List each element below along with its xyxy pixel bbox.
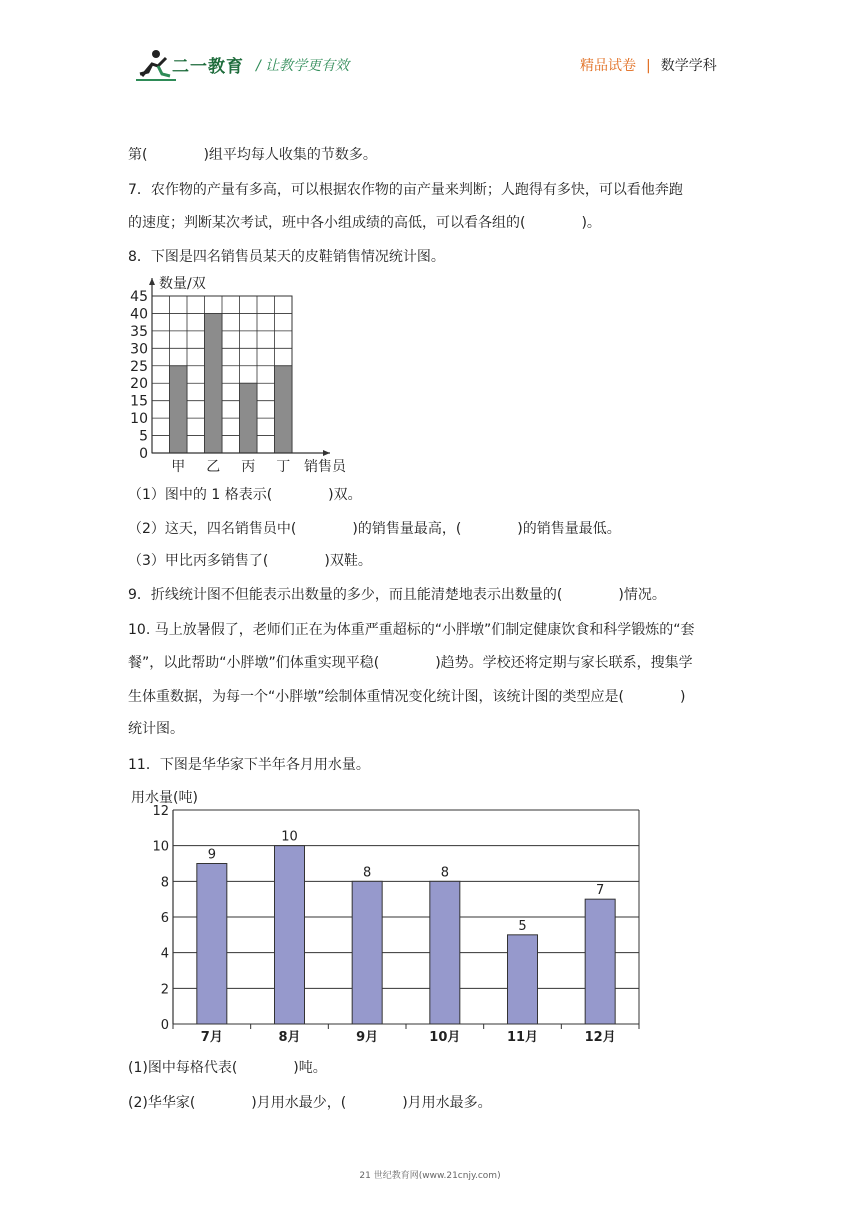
chart2-category-label: 8月: [278, 1030, 301, 1045]
chart1-category-label: 丙: [241, 459, 256, 475]
chart2-bar: [197, 864, 227, 1025]
chart2-category-label: 11月: [506, 1030, 539, 1045]
chart2-category-label: 12月: [584, 1030, 616, 1045]
question-11-title: 11．下图是华华家下半年各月用水量。: [128, 757, 370, 773]
logo-text: 二一教育: [172, 57, 244, 77]
chart2-y-tick-label: 0: [160, 1018, 169, 1033]
header-separator: |: [646, 58, 651, 74]
question-11-part1: (1)图中每格代表( )吨。: [128, 1060, 327, 1076]
chart2-y-tick-label: 8: [160, 875, 169, 891]
question-10-line4: 统计图。: [128, 721, 184, 737]
chart2-y-tick-label: 4: [160, 946, 169, 962]
chart2-data-label: 8: [363, 865, 372, 881]
chart1-y-arrow-icon: [149, 278, 155, 285]
chart2-category-label: 9月: [356, 1030, 379, 1045]
chart2-data-label: 7: [596, 883, 605, 899]
chart2-data-label: 8: [440, 865, 449, 881]
question-10-line2: 餐”，以此帮助“小胖墩”们体重实现平稳( )趋势。学校还将定期与家长联系，搜集学: [128, 655, 693, 671]
question-9: 9．折线统计图不但能表示出数量的多少，而且能清楚地表示出数量的( )情况。: [128, 587, 666, 603]
chart1-x-arrow-icon: [323, 450, 330, 456]
header-subject: 数学学科: [660, 58, 717, 74]
chart1-bar: [275, 366, 293, 453]
chart1-y-tick-label: 35: [130, 323, 148, 340]
question-8-part3: （3）甲比丙多销售了( )双鞋。: [128, 553, 372, 569]
chart2-bar: [430, 881, 460, 1024]
chart-water-usage: [125, 782, 655, 1047]
chart2-y-tick-label: 10: [152, 839, 169, 855]
chart2-bar: [585, 899, 615, 1024]
question-10-line3: 生体重数据，为每一个“小胖墩”绘制体重情况变化统计图，该统计图的类型应是( ): [128, 689, 686, 705]
chart1-category-label: 丁: [276, 459, 291, 475]
chart2-y-tick-label: 12: [152, 804, 169, 819]
chart1-y-tick-label: 40: [130, 306, 148, 323]
text-line: 第( )组平均每人收集的节数多。: [128, 147, 377, 163]
page-header: [0, 0, 860, 100]
chart1-y-tick-label: 15: [130, 393, 148, 410]
chart1-bar: [170, 366, 188, 453]
header-slogan: / 让教学更有效: [256, 58, 350, 74]
chart1-category-label: 甲: [171, 459, 186, 475]
chart-shoe-sales: [120, 268, 370, 478]
chart1-y-tick-label: 30: [130, 341, 148, 358]
chart1-y-tick-label: 45: [130, 289, 148, 305]
chart2-bar: [352, 881, 382, 1024]
header-label: 精品试卷: [580, 58, 636, 74]
question-7-line1: 7．农作物的产量有多高，可以根据农作物的亩产量来判断；人跑得有多快，可以看他奔跑: [128, 182, 683, 198]
question-11-part2: (2)华华家( )月用水最少，( )月用水最多。: [128, 1095, 492, 1111]
chart1-y-tick-label: 5: [139, 428, 148, 445]
question-8-title: 8．下图是四名销售员某天的皮鞋销售情况统计图。: [128, 249, 445, 265]
chart1-category-label: 乙: [206, 459, 221, 475]
chart2-bar: [275, 846, 305, 1024]
question-7-line2: 的速度；判断某次考试，班中各小组成绩的高低，可以看各组的( )。: [128, 215, 601, 231]
chart2-y-axis-label: 用水量(吨): [131, 790, 198, 806]
chart1-bar: [205, 313, 223, 453]
chart1-y-tick-label: 20: [130, 376, 148, 393]
chart2-category-label: 10月: [429, 1030, 461, 1045]
chart2-data-label: 9: [207, 847, 216, 863]
question-8-part1: （1）图中的 1 格表示( )双。: [128, 487, 362, 503]
chart2-bar: [508, 935, 538, 1024]
chart2-data-label: 5: [518, 918, 527, 934]
chart1-y-axis-label: 数量/双: [159, 276, 206, 292]
question-8-part2: （2）这天，四名销售员中( )的销售量最高，( )的销售量最低。: [128, 521, 621, 537]
page-footer: 21 世纪教育网(www.21cnjy.com): [359, 1171, 501, 1181]
chart2-y-tick-label: 2: [160, 982, 169, 998]
chart1-y-tick-label: 25: [130, 358, 148, 375]
chart2-data-label: 10: [281, 829, 298, 845]
chart1-x-axis-label: 销售员: [304, 459, 346, 475]
question-10-line1: 10. 马上放暑假了，老师们正在为体重严重超标的“小胖墩”们制定健康饮食和科学锻炼的“套: [128, 622, 695, 638]
chart2-category-label: 7月: [200, 1030, 223, 1045]
chart1-y-tick-label: 0: [139, 446, 148, 462]
chart1-bar: [240, 383, 258, 453]
chart2-y-tick-label: 6: [160, 911, 169, 926]
header-right: [580, 55, 717, 75]
chart1-y-tick-label: 10: [130, 411, 148, 428]
